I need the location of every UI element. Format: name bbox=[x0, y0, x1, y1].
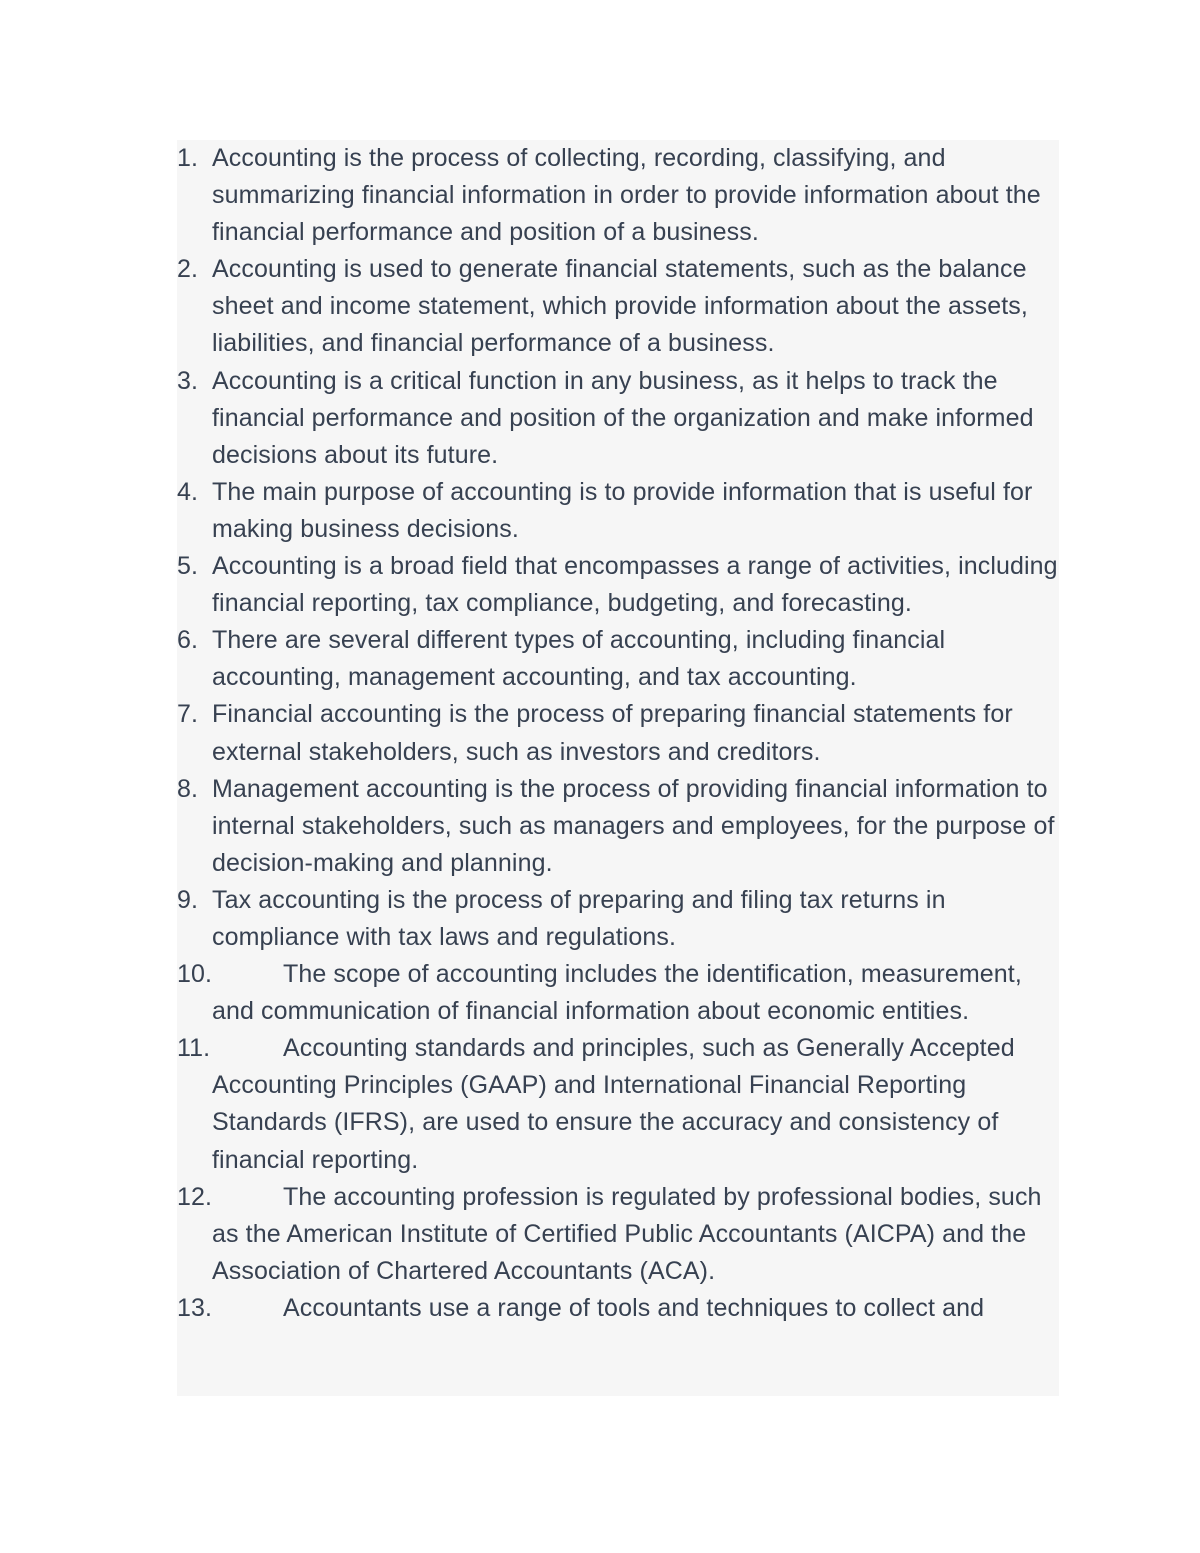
list-item-number: 4. bbox=[177, 477, 199, 506]
list-item-number: 3. bbox=[177, 366, 199, 395]
list-item-number: 13. bbox=[177, 1293, 213, 1322]
list-item bbox=[177, 622, 1059, 696]
list-item bbox=[177, 696, 1059, 770]
list-item bbox=[177, 1290, 1059, 1327]
list-item bbox=[177, 956, 1059, 1030]
list-item-text: Management accounting is the process of providing financial information to internal stakeholders, such as managers and employees, for the purpose of decision-making and planning. bbox=[212, 774, 1055, 877]
list-item-text: Tax accounting is the process of preparing and filing tax returns in compliance with tax laws and regulations. bbox=[212, 885, 946, 951]
list-item-number: 5. bbox=[177, 552, 199, 581]
list-item-text: Accounting standards and principles, such as Generally Accepted Accounting Principles (GAAP) and International Financial Reporting Standards (IFRS), are used to ensure the accuracy and consistency of financial reporting. bbox=[212, 1034, 1015, 1174]
numbered-list bbox=[177, 140, 1059, 1327]
list-item-number: 8. bbox=[177, 774, 199, 803]
list-container bbox=[177, 140, 1059, 1396]
list-item-text: The main purpose of accounting is to provide information that is useful for making business decisions. bbox=[212, 477, 1033, 543]
list-item-number: 11. bbox=[177, 1034, 211, 1063]
list-item-text: Accounting is a broad field that encompasses a range of activities, including financial reporting, tax compliance, budgeting, and forecasting. bbox=[212, 552, 1058, 618]
list-item bbox=[177, 548, 1059, 622]
list-item-number: 12. bbox=[177, 1182, 213, 1211]
list-item-number: 1. bbox=[177, 144, 199, 172]
list-item bbox=[177, 882, 1059, 956]
list-item bbox=[177, 251, 1059, 362]
list-item bbox=[177, 771, 1059, 882]
list-item-text: There are several different types of accounting, including financial accounting, management accounting, and tax accounting. bbox=[212, 626, 946, 692]
list-item-number: 10. bbox=[177, 960, 213, 989]
list-item-number: 7. bbox=[177, 700, 199, 729]
list-item-number: 9. bbox=[177, 885, 199, 914]
list-item-text: Accounting is the process of collecting, recording, classifying, and summarizing financial information in order to provide information about the financial performance and position of a business. bbox=[212, 144, 1041, 247]
list-item-text: Accounting is used to generate financial statements, such as the balance sheet and income statement, which provide information about the assets, liabilities, and financial performance of a business. bbox=[212, 255, 1028, 358]
list-item bbox=[177, 1179, 1059, 1290]
list-item-text: The accounting profession is regulated by professional bodies, such as the American Institute of Certified Public Accountants (AICPA) and the Association of Chartered Accountants (ACA). bbox=[212, 1182, 1042, 1285]
list-item bbox=[177, 363, 1059, 474]
list-item-text: The scope of accounting includes the identification, measurement, and communication of financial information about economic entities. bbox=[212, 960, 1022, 1026]
list-item bbox=[177, 1030, 1059, 1178]
list-item-number: 6. bbox=[177, 626, 199, 655]
list-item bbox=[177, 474, 1059, 548]
list-item-text: Accountants use a range of tools and techniques to collect and bbox=[283, 1293, 985, 1322]
list-item-text: Accounting is a critical function in any business, as it helps to track the financial performance and position of the organization and make informed decisions about its future. bbox=[212, 366, 1034, 469]
list-item bbox=[177, 140, 1059, 251]
list-item-text: Financial accounting is the process of preparing financial statements for external stakeholders, such as investors and creditors. bbox=[212, 700, 1013, 766]
list-item-number: 2. bbox=[177, 255, 199, 284]
